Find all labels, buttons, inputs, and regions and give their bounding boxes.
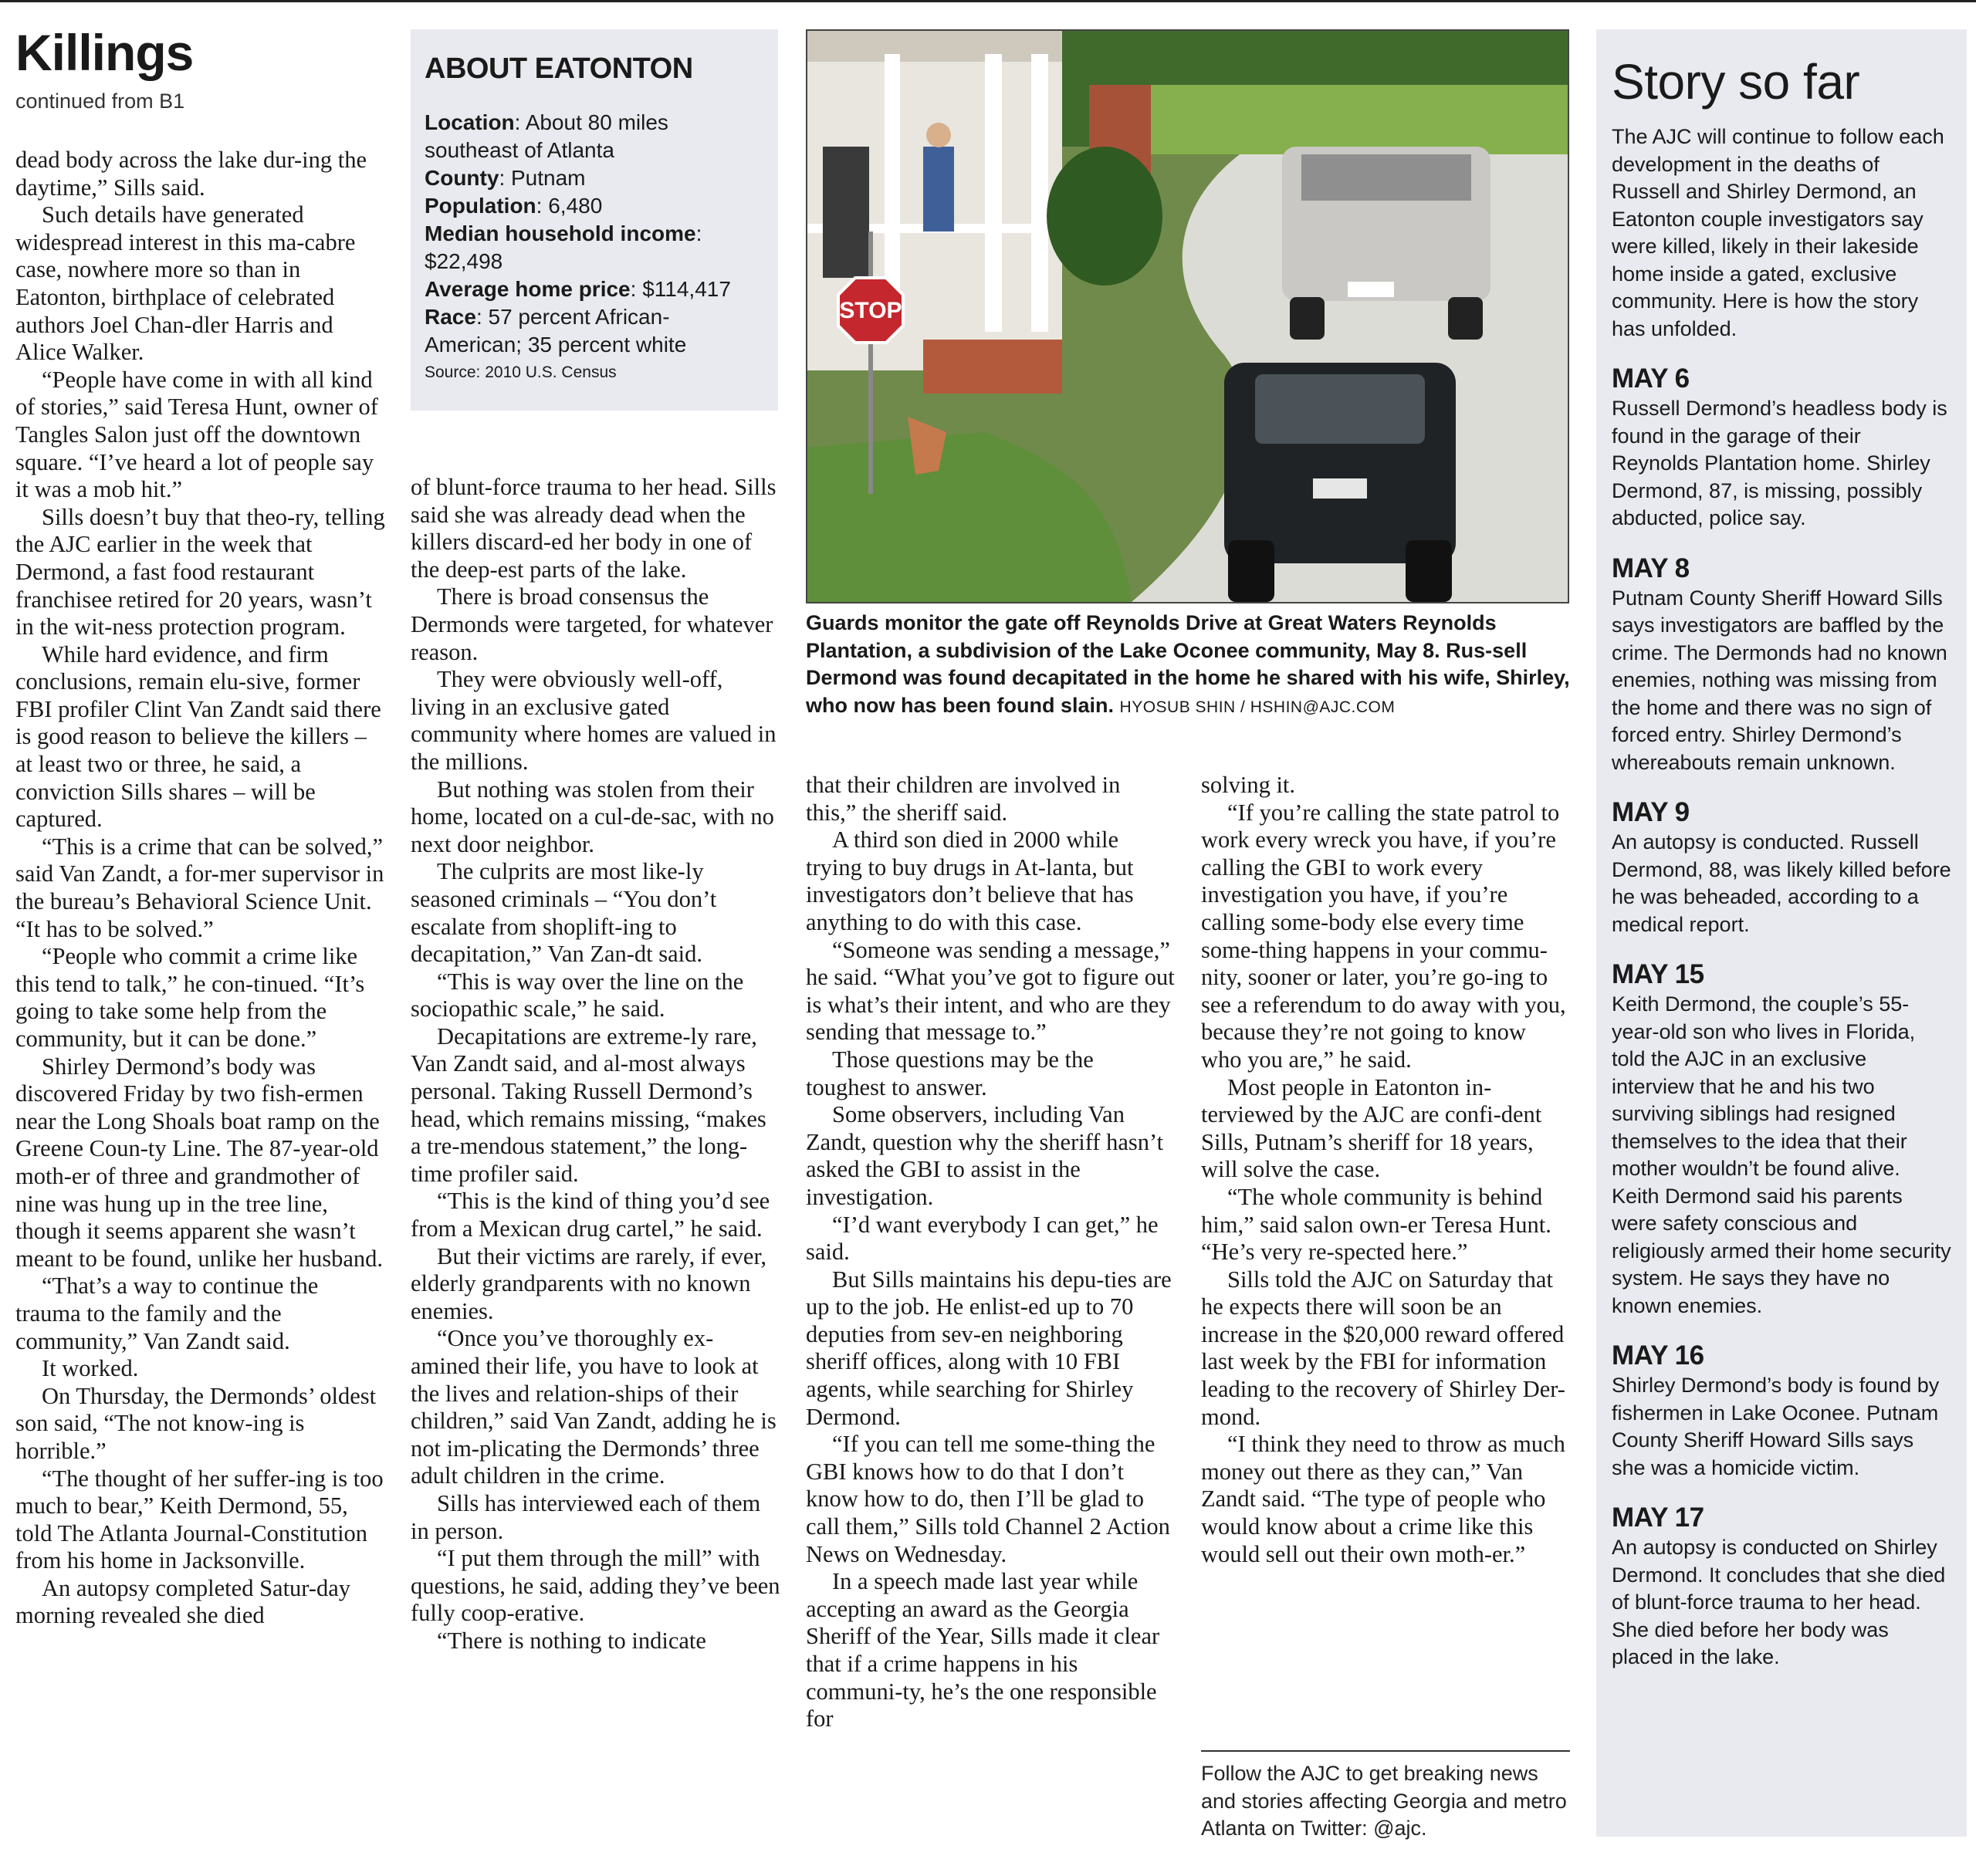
paragraph: Such details have generated widespread interest in this ma-cabre case, nowhere more so than in Eatonton, birthplace of celebrated authors Joel Chan-dler Harris and Alice Walker.	[15, 201, 356, 366]
about-row-location: Location: About 80 miles southeast of Atlanta	[425, 110, 668, 162]
paragraph: “That’s a way to continue the trauma to the family and the community,” Van Zandt said.	[15, 1273, 319, 1354]
photo-illustration	[807, 31, 1568, 602]
paragraph: “If you can tell me some-thing the GBI knows how to do that I don’t know how to do, then I’ll be glad to call them,” Sills told Channel 2 Action News on Wednesday.	[806, 1431, 1170, 1567]
news-photo	[806, 29, 1569, 603]
continued-line: continued from B1	[15, 90, 185, 113]
about-eatonton-box	[411, 29, 778, 411]
about-row-race: Race: 57 percent African-American; 35 percent white	[425, 305, 687, 357]
paragraph: Sills told the AJC on Saturday that he expects there will soon be an increase in the $20,000 reward offered last week by the FBI for information leading to the recovery of Shirley Der-mond.	[1201, 1266, 1565, 1430]
about-value: $114,417	[642, 277, 731, 301]
paragraph: “There is nothing to indicate	[437, 1627, 706, 1654]
truck-wheel	[1290, 297, 1325, 340]
timeline-date: MAY 17	[1612, 1502, 1704, 1533]
doorway	[823, 147, 869, 278]
timeline-date: MAY 9	[1612, 797, 1690, 827]
paragraph: “The whole community is behind him,” said salon own-er Teresa Hunt. “He’s very re-spected here.”	[1201, 1183, 1551, 1266]
sidebar-title: Story so far	[1612, 54, 1860, 110]
about-label: Race	[425, 305, 476, 329]
timeline-text: Putnam County Sheriff Howard Sills says investigators are baffled by the crime. The Dermonds had no known enemies, nothing was missing from the home and there was no sign of forced entry. Shirley Dermond’s whereabouts remain unknown.	[1612, 586, 1947, 774]
about-label: Average home price	[425, 277, 631, 301]
paragraph: There is broad consensus the Dermonds were targeted, for whatever reason.	[411, 583, 773, 665]
paragraph: “This is a crime that can be solved,” said Van Zandt, a for-mer supervisor in the bureau’s Behavioral Science Unit. “It has to be solved.”	[15, 833, 384, 942]
paragraph: But their victims are rarely, if ever, elderly grandparents with no known enemies.	[411, 1242, 767, 1324]
paragraph: “I think they need to throw as much money out there as they can,” Van Zandt said. “The type of people who would know about a crime like this would sell out their own moth-er.”	[1201, 1431, 1565, 1567]
guard-figure	[923, 147, 954, 232]
suv-wheel	[1228, 540, 1274, 602]
paragraph: “The thought of her suffer-ing is too much to bear,” Keith Dermond, 55, told The Atlanta Journal-Constitution from his home in Jacksonville.	[15, 1465, 384, 1574]
timeline-date: MAY 8	[1612, 553, 1690, 583]
twitter-follow-note: Follow the AJC to get breaking news and stories affecting Georgia and metro Atlanta on Twitter: @ajc.	[1201, 1762, 1567, 1840]
about-value: 6,480	[548, 194, 603, 218]
timeline-text: Shirley Dermond’s body is found by fishermen in Lake Oconee. Putnam County Sheriff Howard Sills says she was a homicide victim.	[1612, 1374, 1940, 1479]
timeline-entry	[1612, 363, 1953, 532]
about-value: 57 percent African-American; 35 percent white	[425, 305, 687, 357]
stop-sign-text: STOP	[839, 298, 902, 323]
paragraph: Sills doesn’t buy that theo-ry, telling the AJC earlier in the week that Dermond, a fast food restaurant franchisee retired for 20 years, wasn’t in the wit-ness protection program.	[15, 503, 385, 641]
paragraph: Most people in Eatonton in-terviewed by the AJC are confi-dent Sills, Putnam’s sheriff for 18 years, will solve the case.	[1201, 1073, 1542, 1183]
timeline-text: An autopsy is conducted on Shirley Dermond. It concludes that she died of blunt-force trauma to her head. She died before her body was placed in the lake.	[1612, 1536, 1946, 1668]
truck-bed-load	[1301, 154, 1471, 201]
caption-text: Guards monitor the gate off Reynolds Drive at Great Waters Reynolds Plantation, a subdivision of the Lake Oconee community, May 8. Rus-sell Dermond was found decapitated in the home he shared with his wife, Shirley, who now has been found slain.	[806, 611, 1570, 717]
paragraph: “People who commit a crime like this tend to talk,” he con-tinued. “It’s going to take some help from the community, but it can be done.”	[15, 943, 365, 1052]
paragraph: But Sills maintains his depu-ties are up to the job. He enlist-ed up to 70 deputies from sev-en neighboring sheriff offices, along with 10 FBI agents, while searching for Shirley Dermond.	[806, 1266, 1172, 1430]
about-title: ABOUT EATONTON	[425, 52, 693, 85]
paragraph: They were obviously well-off, living in an exclusive gated community where homes are valued in the millions.	[411, 666, 777, 775]
timeline-entry	[1612, 796, 1953, 938]
article-column-1	[15, 147, 386, 1630]
lawn	[1101, 85, 1568, 154]
timeline-entry	[1612, 553, 1953, 777]
timeline-entry	[1612, 958, 1953, 1320]
paragraph: “I’d want everybody I can get,” he said.	[806, 1211, 1159, 1266]
article-column-2	[411, 474, 781, 1655]
paragraph: While hard evidence, and firm conclusions, remain elu-sive, former FBI profiler Clint Van Zandt said there is good reason to believe the killers – at least two or three, he said, a conviction Sills shares – will be captured.	[15, 641, 381, 833]
about-value: $22,498	[425, 249, 503, 273]
photo-credit: HYOSUB SHIN / HSHIN@AJC.COM	[1119, 698, 1396, 716]
timeline-date: MAY 6	[1612, 363, 1690, 394]
paragraph: that their children are involved in this,” the sheriff said.	[806, 772, 1121, 826]
suv-wheel	[1406, 540, 1452, 602]
paragraph: In a speech made last year while accepting an award as the Georgia Sheriff of the Year, Sills made it clear that if a crime happens in his communi-ty, he’s the one responsible for	[806, 1568, 1160, 1732]
guard-head	[926, 123, 951, 147]
timeline-date: MAY 16	[1612, 1340, 1704, 1371]
paragraph: Decapitations are extreme-ly rare, Van Zandt said, and al-most always personal. Taking Russell Dermond’s head, which remains missing, “makes a tre-mendous statement,” the long-time profiler said.	[411, 1023, 766, 1187]
paragraph: A third son died in 2000 while trying to buy drugs in At-lanta, but investigators don’t believe that has anything to do with this case.	[806, 826, 1134, 935]
paragraph: “Someone was sending a message,” he said. “What you’ve got to figure out is what’s their intent, and who are they sending that message to.”	[806, 936, 1175, 1046]
sidebar-intro: The AJC will continue to follow each development in the deaths of Russell and Shirley Dermond, an Eatonton couple investigators say were killed, likely in their lakeside home inside a gated, exclusive community. Here is how the story has unfolded.	[1612, 125, 1944, 340]
paragraph: Sills has interviewed each of them in person.	[411, 1489, 761, 1544]
top-rule	[0, 0, 1976, 2]
about-row-income: Median household income: $22,498	[425, 221, 702, 273]
paragraph: It worked.	[42, 1355, 139, 1382]
timeline-text: An autopsy is conducted. Russell Dermond, 88, was likely killed before he was beheaded, according to a medical report.	[1612, 830, 1951, 936]
timeline-text: Russell Dermond’s headless body is found in the garage of their Reynolds Plantation home. Shirley Dermond, 87, is missing, possibly abducted, police say.	[1612, 397, 1947, 529]
about-row-home-price: Average home price: $114,417	[425, 277, 731, 301]
suv-license-plate	[1313, 478, 1367, 499]
about-value: About 80 miles southeast of Atlanta	[425, 110, 668, 162]
timeline-entry	[1612, 1502, 1953, 1671]
about-row-population: Population: 6,480	[425, 194, 603, 218]
suv-rear-window	[1255, 374, 1425, 444]
about-label: Median household income	[425, 221, 696, 245]
paragraph: An autopsy completed Satur-day morning revealed she died	[15, 1574, 351, 1629]
paragraph: “This is the kind of thing you’d see from a Mexican drug cartel,” he said.	[411, 1188, 770, 1242]
article-header	[15, 22, 193, 113]
truck-license-plate	[1348, 282, 1394, 297]
paragraph: On Thursday, the Dermonds’ oldest son said, “The not know-ing is horrible.”	[15, 1382, 377, 1464]
paragraph: The culprits are most like-ly seasoned criminals – “You don’t escalate from shoplift-ing to decapitation,” Van Zan-dt said.	[411, 858, 717, 968]
timeline-entry	[1612, 1340, 1953, 1482]
article-column-3	[806, 772, 1176, 1733]
article-column-4	[1201, 772, 1572, 1568]
timeline-date: MAY 15	[1612, 959, 1704, 989]
photo-caption	[806, 610, 1570, 721]
paragraph: Some observers, including Van Zandt, question why the sheriff hasn’t asked the GBI to assist in the investigation.	[806, 1101, 1164, 1210]
about-source: Source: 2010 U.S. Census	[425, 363, 617, 381]
follow-divider	[1201, 1750, 1570, 1752]
paragraph: “Once you’ve thoroughly ex-amined their life, you have to look at the lives and relation-ships of their children,” said Van Zandt, adding he is not im-plicating the Dermonds’ three adult children in the crime.	[411, 1325, 777, 1489]
about-label: Location	[425, 110, 515, 134]
paragraph: dead body across the lake dur-ing the daytime,” Sills said.	[15, 147, 367, 201]
about-label: County	[425, 166, 499, 190]
about-value: Putnam	[511, 166, 586, 190]
paragraph: “I put them through the mill” with questions, he said, adding they’ve been fully coop-erative.	[411, 1545, 780, 1627]
paragraph: But nothing was stolen from their home, located on a cul-de-sac, with no next door neighbor.	[411, 776, 774, 857]
paragraph: Shirley Dermond’s body was discovered Friday by two fish-ermen near the Long Shoals boat ramp on the Greene Coun-ty Line. The 87-year-old moth-er of three and grandmother of nine was hung up in the tree line, though it seems apparent she wasn’t meant to be found, unlike her husband.	[15, 1053, 384, 1272]
about-row-county: County: Putnam	[425, 166, 586, 190]
shrub	[1047, 147, 1162, 286]
story-so-far-sidebar	[1596, 29, 1967, 1837]
paragraph: “This is way over the line on the sociopathic scale,” he said.	[411, 968, 744, 1023]
paragraph: “If you’re calling the state patrol to work every wreck you have, if you’re calling the GBI to work every investigation you have, if you’re calling some-body else every time some-thing happens in your commu-nity, sooner or later, you’re go-ing to see a referendum to do away with you, because they’re not going to know who you are,” he said.	[1201, 799, 1566, 1073]
paragraph: Those questions may be the toughest to answer.	[806, 1046, 1094, 1100]
porch-roof	[807, 31, 1062, 62]
porch-column	[1031, 54, 1048, 332]
paragraph: “People have come in with all kind of stories,” said Teresa Hunt, owner of Tangles Salon just off the downtown square. “I’ve heard a lot of people say it was a mob hit.”	[15, 366, 378, 503]
timeline-text: Keith Dermond, the couple’s 55-year-old son who lives in Florida, told the AJC in an exclusive interview that he and his two surviving siblings had resigned themselves to the idea that their mother wouldn’t be found alive. Keith Dermond said his parents were safety conscious and religiously armed their home security system. He says they have no known enemies.	[1612, 992, 1951, 1317]
brick-steps	[923, 340, 1062, 394]
article-title: Killings	[15, 24, 194, 81]
paragraph: of blunt-force trauma to her head. Sills said she was already dead when the killers discard-ed her body in one of the deep-est parts of the lake.	[411, 474, 777, 583]
porch-column	[985, 54, 1002, 332]
about-label: Population	[425, 194, 536, 218]
truck-wheel	[1448, 297, 1483, 340]
paragraph: solving it.	[1201, 772, 1296, 798]
